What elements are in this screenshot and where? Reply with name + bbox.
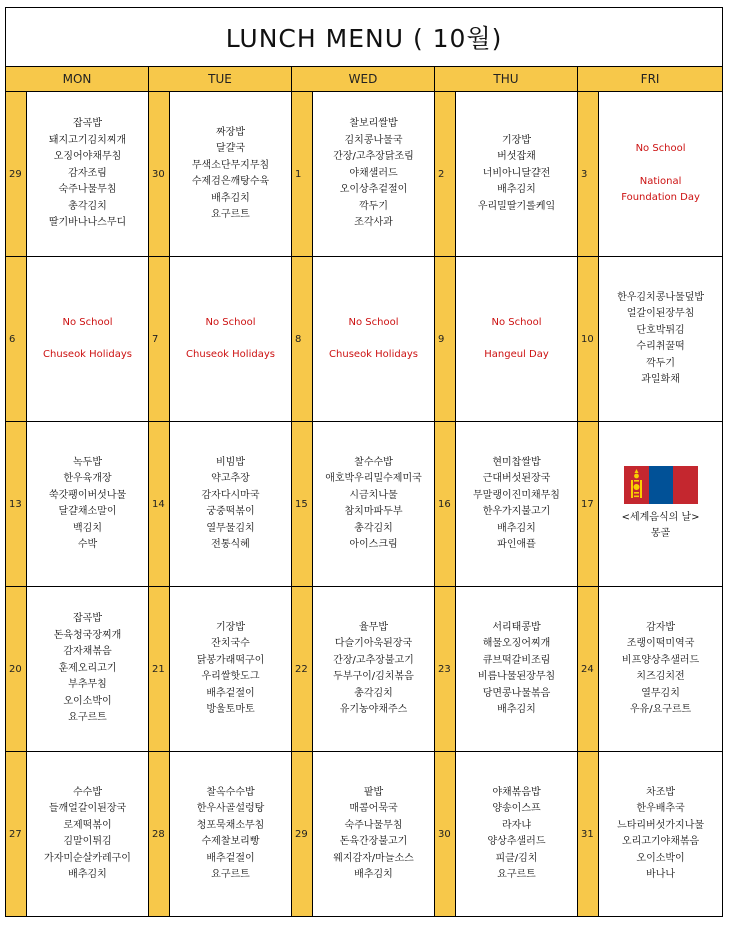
menu-item: 라자냐 [502, 819, 531, 831]
menu-item: 감자다시마국 [201, 489, 260, 501]
date-number: 1 [292, 92, 313, 257]
menu-item: 한우육개장 [63, 473, 112, 484]
menu-item: 조각사과 [354, 217, 393, 229]
menu-cell [599, 257, 723, 422]
menu-item: 두부구이/김치볶음 [333, 671, 414, 682]
menu-item: 애호박우리밀수제미국 [325, 473, 422, 484]
date-number: 8 [292, 257, 313, 422]
menu-item: 야채샐러드 [349, 167, 398, 179]
week-row [6, 257, 723, 422]
menu-item: 배추김치 [497, 522, 536, 534]
week-row [6, 92, 723, 257]
menu-item: 근대버섯된장국 [482, 473, 551, 484]
menu-cell [456, 92, 578, 257]
menu-item: 찰옥수수밥 [206, 786, 255, 798]
day-header-thu: THU [435, 67, 578, 92]
date-number: 29 [292, 752, 313, 917]
menu-item: 쑥갓팽이버섯나물 [48, 489, 127, 501]
holiday-text: Chuseok Holidays [43, 349, 132, 360]
menu-item: 총각김치 [354, 687, 393, 699]
holiday-text: No School [491, 316, 542, 328]
menu-item: 서리태콩밥 [492, 621, 541, 633]
week-row [6, 587, 723, 752]
menu-item: 딸기바나나스무디 [48, 217, 127, 229]
menu-item: 백김치 [73, 522, 102, 534]
menu-item: 훈제오리고기 [58, 662, 117, 674]
menu-item: 오이소박이 [636, 852, 685, 864]
menu-item: 피클/김치 [495, 852, 538, 864]
menu-item: 총각김치 [354, 522, 393, 534]
holiday-text [313, 331, 434, 347]
menu-item: 율무밥 [359, 621, 388, 633]
menu-cell [313, 752, 435, 917]
menu-item: 한우김치콩나물덮밥 [617, 291, 705, 303]
menu-item: 열무물김치 [206, 522, 255, 534]
mongolia-flag-icon [624, 466, 698, 504]
date-number: 17 [578, 422, 599, 587]
menu-item: 아이스크림 [349, 539, 398, 550]
menu-item: 양상추샐러드 [487, 836, 546, 847]
menu-item: <세계음식의 날> [621, 511, 700, 523]
menu-item: 감자밥 [646, 621, 676, 633]
menu-cell [313, 587, 435, 752]
date-number: 23 [435, 587, 456, 752]
menu-item: 시금치나물 [349, 489, 398, 501]
week-row [6, 752, 723, 917]
menu-item: 비빔밥 [216, 456, 245, 468]
day-header-wed: WED [292, 67, 435, 92]
menu-item: 가자미순살카레구이 [44, 852, 131, 864]
menu-item: 부추무침 [68, 679, 107, 691]
menu-item: 야채볶음밥 [492, 786, 541, 798]
menu-item: 배추겉절이 [206, 852, 255, 864]
menu-item: 숙주나물무침 [344, 819, 403, 831]
menu-item: 배추김치 [211, 192, 250, 204]
date-number: 6 [6, 257, 27, 422]
menu-cell [313, 422, 435, 587]
holiday-text: Chuseok Holidays [186, 349, 275, 360]
menu-item: 배추김치 [354, 869, 393, 880]
menu-item: 김치콩나물국 [344, 134, 403, 146]
menu-item: 우리쌀핫도그 [201, 671, 260, 682]
date-number: 14 [149, 422, 170, 587]
menu-item: 배추겉절이 [206, 687, 255, 699]
menu-item: 수박 [77, 539, 98, 550]
menu-item: 열무김치 [641, 687, 680, 699]
menu-item: 바나나 [646, 869, 676, 880]
menu-cell [27, 92, 149, 257]
menu-item: 요구르트 [68, 712, 107, 724]
menu-item: 팥밥 [363, 786, 384, 798]
menu-item: 배추김치 [497, 704, 536, 715]
menu-item: 감자조림 [68, 167, 107, 179]
menu-item: 한우가지불고기 [482, 506, 551, 517]
menu-item: 다슬기아욱된장국 [334, 638, 413, 649]
menu-item: 청포묵채소무침 [196, 819, 265, 831]
menu-item: 느타리버섯가지나물 [617, 819, 705, 831]
menu-cell [456, 752, 578, 917]
day-header-tue: TUE [149, 67, 292, 92]
holiday-cell [599, 92, 723, 257]
menu-cell [27, 587, 149, 752]
menu-item: 총각김치 [68, 200, 107, 212]
day-header-fri: FRI [578, 67, 723, 92]
date-number: 2 [435, 92, 456, 257]
menu-item: 김말이튀김 [63, 836, 112, 847]
menu-item: 돈육청국장찌개 [53, 629, 122, 641]
holiday-cell [27, 257, 149, 422]
menu-cell [599, 752, 723, 917]
menu-item: 수제찰보리빵 [201, 836, 260, 847]
menu-item: 감자채볶음 [63, 646, 112, 658]
menu-item: 수수밥 [73, 786, 102, 798]
menu-item: 무색소단무지무침 [191, 159, 270, 171]
menu-item: 얼갈이된장무침 [626, 308, 695, 319]
holiday-text [599, 158, 722, 174]
menu-item: 비름나물된장무침 [477, 671, 556, 682]
menu-item: 매콤어묵국 [349, 803, 398, 814]
date-number: 3 [578, 92, 599, 257]
menu-item: 돈육간장불고기 [339, 836, 408, 847]
date-number: 30 [435, 752, 456, 917]
menu-item: 녹두밥 [73, 456, 102, 468]
menu-cell [313, 92, 435, 257]
date-number: 21 [149, 587, 170, 752]
menu-cell [170, 422, 292, 587]
menu-item: 들깨얼갈이된장국 [48, 803, 127, 814]
date-number: 22 [292, 587, 313, 752]
menu-item: 오리고기야채볶음 [621, 836, 700, 847]
menu-item: 비프양상추샐러드 [621, 654, 700, 666]
menu-item: 버섯잡채 [497, 151, 536, 163]
menu-item: 달걀채소말이 [58, 506, 117, 517]
menu-item: 너비아니달걀전 [482, 167, 551, 179]
holiday-cell [170, 257, 292, 422]
menu-cell [599, 587, 723, 752]
menu-item: 로제떡볶이 [63, 819, 112, 831]
day-header-mon: MON [6, 67, 149, 92]
date-number: 13 [6, 422, 27, 587]
date-number: 27 [6, 752, 27, 917]
menu-cell [27, 752, 149, 917]
menu-item: 잡곡밥 [73, 613, 102, 625]
menu-item: 단호박튀김 [636, 324, 685, 336]
menu-cell [27, 422, 149, 587]
week-row [6, 422, 723, 587]
menu-item: 우리밀딸기롤케잌 [477, 200, 556, 212]
menu-cell [170, 752, 292, 917]
holiday-text: No School [62, 316, 113, 328]
holiday-text [170, 331, 291, 347]
menu-item: 닭봉가래떡구이 [196, 654, 265, 666]
menu-item: 요구르트 [211, 209, 250, 220]
menu-item: 무말랭이진미채무침 [473, 489, 560, 501]
menu-item: 깍두기 [359, 200, 388, 212]
menu-cell [170, 587, 292, 752]
menu-item: 파인애플 [497, 539, 536, 550]
date-number: 29 [6, 92, 27, 257]
menu-item: 간장/고추장불고기 [333, 654, 414, 666]
holiday-text: National [639, 175, 682, 187]
menu-item: 오징어야채무침 [53, 151, 122, 163]
menu-cell [170, 92, 292, 257]
holiday-text: No School [205, 316, 256, 328]
menu-item: 방울토마토 [206, 704, 255, 715]
date-number: 30 [149, 92, 170, 257]
menu-item: 간장/고추장닭조림 [333, 151, 414, 163]
menu-cell [456, 587, 578, 752]
date-number: 31 [578, 752, 599, 917]
holiday-text: No School [348, 316, 399, 328]
menu-item: 수제검은깨탕수육 [191, 176, 270, 187]
menu-item: 유기농야채주스 [339, 704, 408, 715]
menu-item: 몽골 [650, 528, 671, 539]
holiday-text [27, 331, 148, 347]
menu-item: 현미찹쌀밥 [492, 456, 541, 468]
menu-item: 참치마파두부 [344, 506, 403, 517]
menu-item: 기장밥 [216, 621, 245, 633]
menu-item: 잔치국수 [211, 638, 250, 649]
date-number: 28 [149, 752, 170, 917]
holiday-text [456, 331, 577, 347]
menu-item: 한우배추국 [636, 803, 685, 814]
date-number: 15 [292, 422, 313, 587]
date-number: 20 [6, 587, 27, 752]
date-number: 7 [149, 257, 170, 422]
menu-cell [456, 422, 578, 587]
menu-item: 돼지고기김치찌개 [48, 134, 127, 146]
menu-item: 큐브떡갈비조림 [482, 654, 551, 666]
menu-item: 약고추장 [211, 473, 250, 484]
holiday-text: No School [635, 143, 686, 155]
holiday-text: Chuseok Holidays [329, 349, 418, 360]
menu-item: 깍두기 [646, 357, 676, 369]
menu-item: 당면콩나물볶음 [482, 687, 551, 699]
menu-item: 수리취꿀떡 [636, 341, 685, 352]
menu-item: 짜장밥 [216, 126, 245, 138]
menu-item: 치즈김치전 [636, 671, 685, 682]
date-number: 9 [435, 257, 456, 422]
holiday-text: Hangeul Day [484, 349, 549, 360]
menu-item: 해물오징어찌개 [482, 638, 551, 649]
holiday-cell [456, 257, 578, 422]
menu-item: 한우사골설렁탕 [196, 803, 265, 814]
menu-item: 오이상추겉절이 [339, 184, 408, 196]
menu-item: 기장밥 [502, 134, 531, 146]
menu-item: 달걀국 [216, 143, 245, 154]
menu-item: 요구르트 [211, 869, 250, 880]
menu-item: 배추김치 [68, 869, 107, 880]
lunch-menu-table [5, 7, 723, 917]
menu-item: 차조밥 [646, 786, 676, 798]
menu-cell [599, 422, 723, 587]
menu-item: 조랭이떡미역국 [626, 638, 695, 649]
date-number: 10 [578, 257, 599, 422]
menu-item: 우유/요구르트 [629, 704, 692, 715]
menu-item: 양송이스프 [492, 803, 541, 814]
menu-title: LUNCH MENU ( 10월) [6, 8, 723, 67]
menu-item: 전통식혜 [211, 539, 250, 550]
menu-item: 웨지감자/마늘소스 [333, 852, 414, 864]
holiday-text: Foundation Day [621, 192, 700, 204]
menu-item: 궁중떡볶이 [206, 506, 255, 517]
menu-item: 찰수수밥 [354, 456, 393, 468]
menu-item: 과일화채 [641, 374, 680, 385]
menu-item: 숙주나물무침 [58, 184, 117, 196]
holiday-cell [313, 257, 435, 422]
menu-item: 찰보리쌀밥 [349, 118, 398, 130]
date-number: 16 [435, 422, 456, 587]
menu-item: 잡곡밥 [73, 118, 102, 130]
menu-item: 오이소박이 [63, 695, 112, 707]
date-number: 24 [578, 587, 599, 752]
menu-item: 배추김치 [497, 184, 536, 196]
menu-item: 요구르트 [497, 869, 536, 880]
